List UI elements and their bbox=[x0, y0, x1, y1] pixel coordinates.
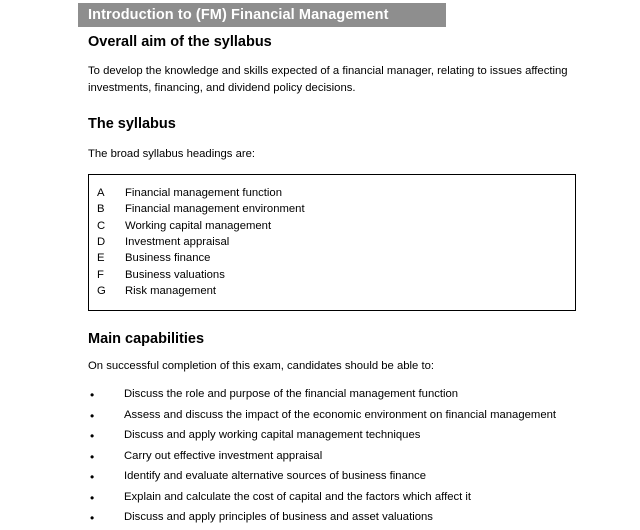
section-heading-overall-aim: Overall aim of the syllabus bbox=[88, 34, 272, 50]
spacer bbox=[88, 96, 628, 116]
syllabus-item-letter: C bbox=[97, 219, 106, 232]
spacer bbox=[88, 134, 628, 146]
bullet-icon: • bbox=[90, 449, 95, 464]
syllabus-item bbox=[89, 218, 575, 234]
syllabus-item-letter: B bbox=[97, 203, 105, 216]
syllabus-item-label: Business valuations bbox=[125, 268, 225, 281]
section-paragraph-main-capabilities: On successful completion of this exam, candidates should be able to: bbox=[88, 359, 435, 372]
section-paragraph-the-syllabus: The broad syllabus headings are: bbox=[88, 147, 256, 160]
list-item-label: Discuss the role and purpose of the financial management function bbox=[124, 388, 459, 401]
syllabus-item bbox=[89, 250, 575, 266]
syllabus-item bbox=[89, 234, 575, 250]
list-item bbox=[88, 509, 628, 527]
spacer bbox=[88, 311, 628, 331]
bullet-icon: • bbox=[90, 408, 95, 423]
syllabus-headings-box bbox=[88, 174, 576, 311]
bullet-icon: • bbox=[90, 429, 95, 444]
list-item bbox=[88, 386, 628, 404]
section-paragraph-overall-aim: To develop the knowledge and skills expected of a financial manager, relating to issues affecting investments, financing, and dividend policy decisions. bbox=[88, 65, 568, 94]
bullet-icon: • bbox=[90, 388, 95, 403]
bullet-icon: • bbox=[90, 511, 95, 526]
spacer bbox=[88, 162, 628, 174]
syllabus-item-letter: A bbox=[97, 186, 105, 199]
syllabus-item-label: Business finance bbox=[125, 252, 211, 265]
syllabus-item-letter: D bbox=[97, 236, 106, 249]
document-body bbox=[88, 34, 628, 530]
list-item-label: Carry out effective investment appraisal bbox=[124, 449, 323, 462]
syllabus-item-letter: F bbox=[97, 268, 104, 281]
spacer bbox=[88, 348, 628, 358]
list-item bbox=[88, 489, 628, 507]
syllabus-item bbox=[89, 201, 575, 217]
syllabus-item-label: Investment appraisal bbox=[125, 236, 230, 249]
spacer bbox=[88, 374, 628, 386]
syllabus-item-letter: E bbox=[97, 252, 105, 265]
list-item-label: Discuss and apply principles of business and asset valuations bbox=[124, 511, 433, 524]
syllabus-item bbox=[89, 185, 575, 201]
list-item-label: Discuss and apply working capital management techniques bbox=[124, 429, 421, 442]
list-item bbox=[88, 407, 628, 425]
list-item bbox=[88, 468, 628, 486]
syllabus-item-letter: G bbox=[97, 285, 106, 298]
syllabus-item bbox=[89, 267, 575, 283]
page-left-margin bbox=[0, 0, 78, 480]
spacer bbox=[88, 51, 628, 63]
list-item bbox=[88, 448, 628, 466]
document-title-bar bbox=[78, 3, 446, 27]
list-item-label: Identify and evaluate alternative sources of business finance bbox=[124, 470, 427, 483]
bullet-icon: • bbox=[90, 470, 95, 485]
syllabus-item-label: Risk management bbox=[125, 285, 217, 298]
section-heading-main-capabilities: Main capabilities bbox=[88, 330, 205, 347]
list-item bbox=[88, 427, 628, 445]
syllabus-item bbox=[89, 283, 575, 299]
list-item-label: Assess and discuss the impact of the economic environment on financial management bbox=[124, 408, 557, 421]
syllabus-item-label: Working capital management bbox=[125, 219, 272, 232]
section-heading-the-syllabus: The syllabus bbox=[88, 116, 176, 133]
syllabus-item-label: Financial management function bbox=[125, 186, 282, 199]
list-item-label: Explain and calculate the cost of capital and the factors which affect it bbox=[124, 490, 472, 503]
syllabus-item-label: Financial management environment bbox=[125, 203, 305, 216]
bullet-icon: • bbox=[90, 490, 95, 505]
main-capabilities-list bbox=[88, 386, 628, 527]
page-title: Introduction to (FM) Financial Management bbox=[88, 7, 389, 23]
